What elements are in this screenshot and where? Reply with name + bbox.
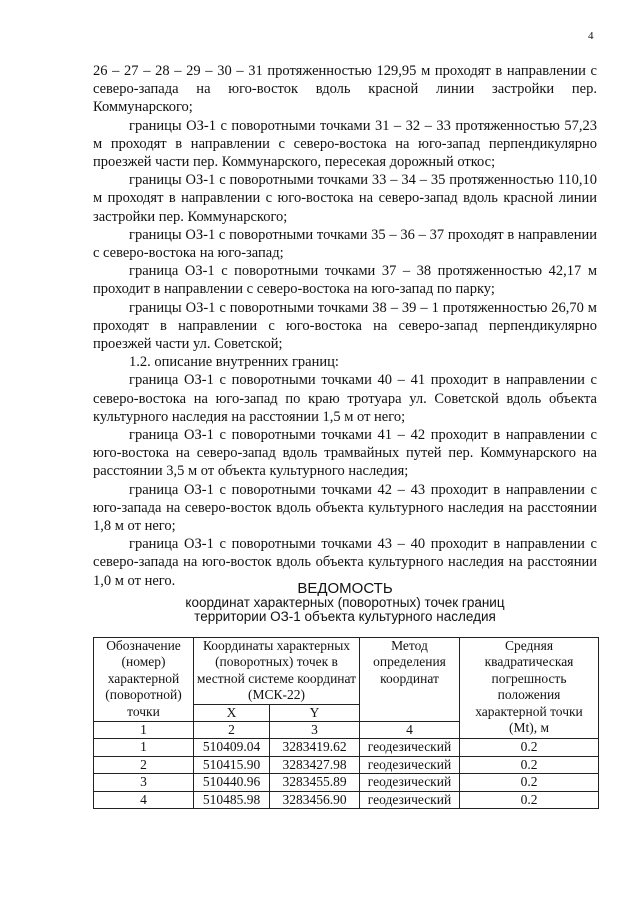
paragraph: 26 – 27 – 28 – 29 – 30 – 31 протяженностью 129,95 м проходят в направлении с северо-запада на юго-восток вдоль красной линии застройки пер. Коммунарского;: [93, 63, 597, 116]
error-value: 0.2: [460, 774, 599, 791]
header-coordinates: Координаты характерных (поворотных) точек в местной системе координат (МСК-22): [194, 638, 360, 705]
coordinates-table: [93, 637, 599, 809]
error-value: 0.2: [460, 791, 599, 808]
point-number: 3: [94, 774, 194, 791]
method: геодезический: [360, 774, 460, 791]
column-number: 1: [94, 722, 194, 739]
point-number: 1: [94, 739, 194, 756]
coord-y: 3283427.98: [270, 756, 360, 773]
table-row: [94, 739, 599, 756]
coord-y: 3283419.62: [270, 739, 360, 756]
method: геодезический: [360, 791, 460, 808]
paragraph: граница ОЗ-1 с поворотными точками 43 – 40 проходит в направлении с северо-запада на юго-восток вдоль объекта культурного наследия на расстоянии 1,0 м от него.: [93, 536, 597, 589]
coord-x: 510485.98: [194, 791, 270, 808]
table-row: [94, 774, 599, 791]
paragraph: граница ОЗ-1 с поворотными точками 40 – 41 проходит в направлении с северо-востока на юго-запад по краю тротуара ул. Советской вдоль объекта культурного наследия на расстоянии 1,5 м от него;: [93, 372, 597, 425]
coord-x: 510440.96: [194, 774, 270, 791]
paragraph: граница ОЗ-1 с поворотными точками 42 – 43 проходит в направлении с юго-запада на северо-восток вдоль объекта культурного наследия на расстоянии 1,8 м от него;: [93, 481, 597, 535]
table-header-row: [94, 638, 599, 705]
error-value: 0.2: [460, 756, 599, 773]
heading-title: ВЕДОМОСТЬ: [297, 580, 393, 597]
column-number: 3: [270, 722, 360, 739]
point-number: 2: [94, 756, 194, 773]
heading-subtitle-1: координат характерных (поворотных) точек границ: [185, 595, 505, 610]
paragraph: границы ОЗ-1 с поворотными точками 31 – 32 – 33 протяженностью 57,23 м проходят в направлении с северо-востока на юго-запад перпендикулярно проезжей части пер. Коммунарского, пересекая дорожный откос;: [93, 117, 597, 171]
document-body: [93, 62, 597, 590]
method: геодезический: [360, 756, 460, 773]
paragraph: границы ОЗ-1 с поворотными точками 38 – 39 – 1 протяженностью 26,70 м проходят в направлении с юго-востока на северо-запад перпендикулярно проезжей части ул. Советской;: [93, 299, 597, 353]
error-value: 0.2: [460, 739, 599, 756]
paragraph: границы ОЗ-1 с поворотными точками 33 – 34 – 35 протяженностью 110,10 м проходят в направлении с юго-востока на северо-запад вдоль красной линии застройки пер. Коммунарского;: [93, 172, 597, 225]
table-row: [94, 791, 599, 808]
column-number: 4: [360, 722, 460, 739]
header-error: Средняя квадратическая погрешность положения характерной точки (Mt), м: [460, 638, 599, 739]
header-method: Метод определения координат: [360, 638, 460, 722]
table-row: [94, 756, 599, 773]
heading-subtitle-2: территории ОЗ-1 объекта культурного наследия: [194, 609, 496, 624]
coord-x: 510415.90: [194, 756, 270, 773]
method: геодезический: [360, 739, 460, 756]
header-point-designation: Обозначение (номер) характерной (поворотной) точки: [94, 638, 194, 722]
coord-y: 3283455.89: [270, 774, 360, 791]
paragraph: граница ОЗ-1 с поворотными точками 37 – 38 протяженностью 42,17 м проходит в направлении с северо-востока на юго-запад по парку;: [93, 263, 597, 298]
point-number: 4: [94, 791, 194, 808]
table-heading: [93, 582, 597, 624]
header-y: Y: [270, 704, 360, 721]
paragraph: границы ОЗ-1 с поворотными точками 35 – 36 – 37 проходят в направлении с северо-востока на юго-запад;: [93, 226, 597, 262]
header-x: X: [194, 704, 270, 721]
page-number: 4: [588, 30, 594, 42]
subsection-title: 1.2. описание внутренних границ:: [129, 354, 339, 371]
paragraph: граница ОЗ-1 с поворотными точками 41 – 42 проходит в направлении с юго-востока на северо-запад вдоль трамвайных путей пер. Коммунарского на расстоянии 3,5 м от объекта культурного наследия;: [93, 427, 597, 480]
coord-x: 510409.04: [194, 739, 270, 756]
coord-y: 3283456.90: [270, 791, 360, 808]
column-number: 2: [194, 722, 270, 739]
